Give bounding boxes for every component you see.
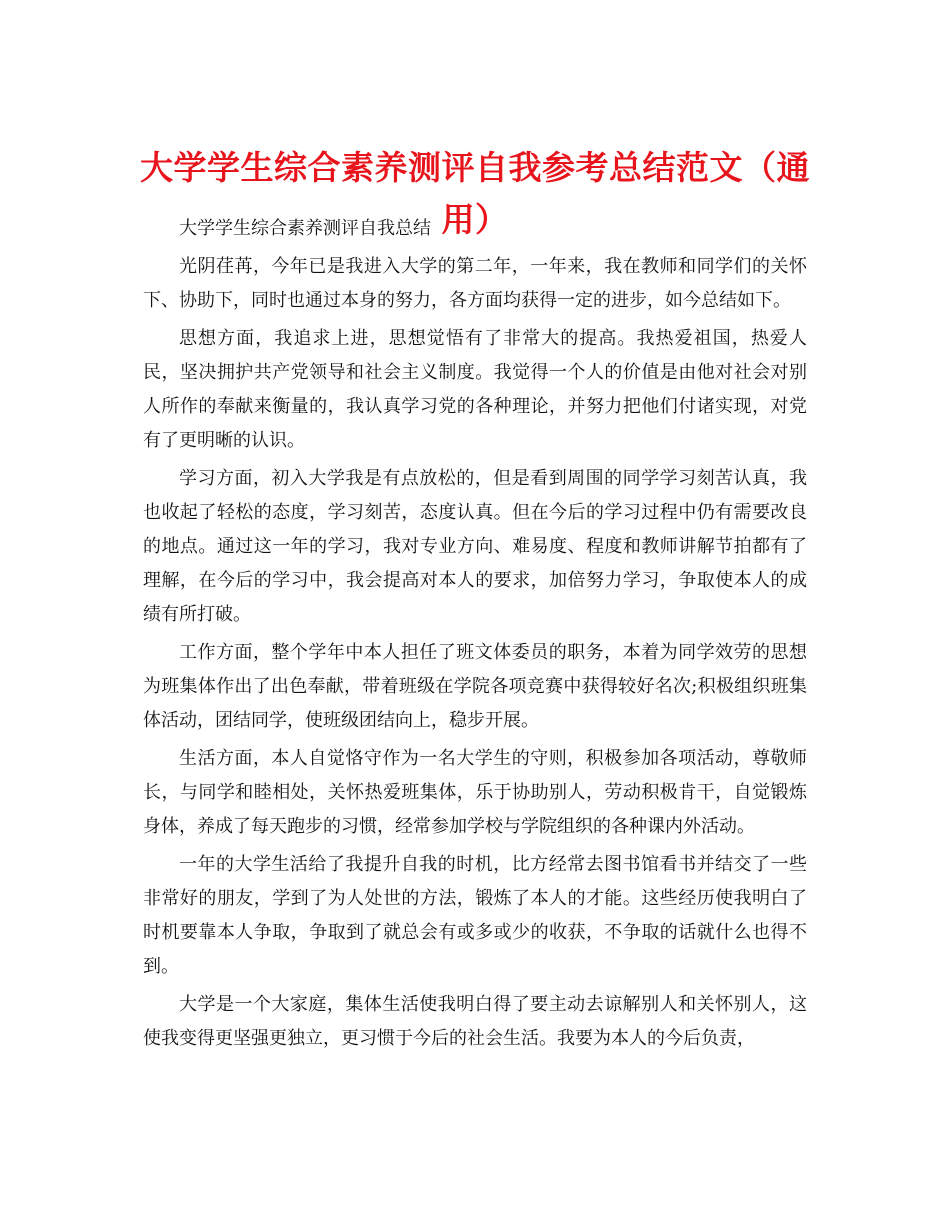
paragraph-intro: 光阴荏苒，今年已是我进入大学的第二年，一年来，我在教师和同学们的关怀下、协助下，同时也通过本身的努力，各方面均获得一定的进步，如今总结如下。: [143, 256, 807, 311]
paragraph-ideology: 思想方面，我追求上进，思想觉悟有了非常大的提高。我热爱祖国，热爱人民，坚决拥护共产党领导和社会主义制度。我觉得一个人的价值是由他对社会对别人所作的奉献来衡量的，我认真学习党的各种理论，并努力把他们付诸实现，对党有了更明晰的认识。: [143, 328, 807, 451]
paragraph-experience: 一年的大学生活给了我提升自我的时机，比方经常去图书馆看书并结交了一些非常好的朋友，学到了为人处世的方法，锻炼了本人的才能。这些经历使我明白了时机要靠本人争取，争取到了就总会有或多或少的收获，不争取的话就什么也得不到。: [143, 854, 807, 977]
document-body: [143, 212, 807, 1056]
document-subtitle: 大学学生综合素养测评自我总结: [179, 218, 431, 239]
paragraph-life: 生活方面，本人自觉恪守作为一名大学生的守则，积极参加各项活动，尊敬师长，与同学和睦相处，关怀热爱班集体，乐于协助别人，劳动积极肯干，自觉锻炼身体，养成了每天跑步的习惯，经常参加学校与学院组织的各种课内外活动。: [143, 748, 807, 837]
paragraph-collective: 大学是一个大家庭，集体生活使我明白得了要主动去谅解别人和关怀别人，这使我变得更坚强更独立，更习惯于今后的社会生活。我要为本人的今后负责，: [143, 994, 807, 1049]
paragraph-work: 工作方面，整个学年中本人担任了班文体委员的职务，本着为同学效劳的思想为班集体作出了出色奉献，带着班级在学院各项竞赛中获得较好名次;积极组织班集体活动，团结同学，使班级团结向上，稳步开展。: [143, 642, 807, 731]
document-title: 大学学生综合素养测评自我参考总结范文（通用）: [140, 148, 810, 240]
paragraph-study: 学习方面，初入大学我是有点放松的，但是看到周围的同学学习刻苦认真，我也收起了轻松的态度，学习刻苦，态度认真。但在今后的学习过程中仍有需要改良的地点。通过这一年的学习，我对专业方向、难易度、程度和教师讲解节拍都有了理解，在今后的学习中，我会提高对本人的要求，加倍努力学习，争取使本人的成绩有所打破。: [143, 468, 807, 625]
